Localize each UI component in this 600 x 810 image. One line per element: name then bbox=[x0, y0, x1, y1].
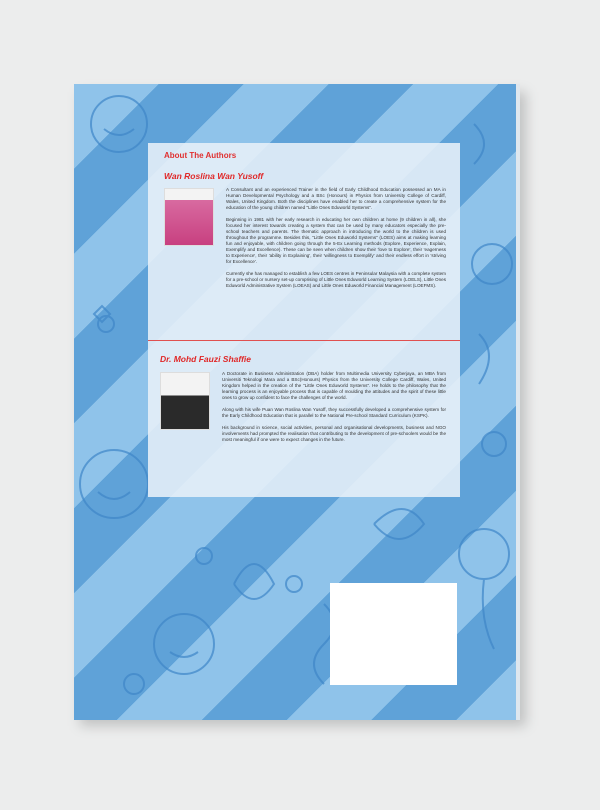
section-heading: About The Authors bbox=[164, 151, 237, 160]
divider bbox=[148, 340, 460, 341]
bio-paragraph: His background in science, social activities, personal and organisational developments, business and NGO involvements had prompted the realisation that contributing to the development of pre-schoolers would be the most meaningful if one were to expect changes in the future. bbox=[222, 425, 446, 442]
bio-paragraph: A Consultant and an experienced Trainer in the field of Early Childhood Education possessed an MA in Human Developmental Psychology and a BSc (Honours) in Physics from University College of Cardiff, Wales, United Kingdom. Both the disciplines have enabled her to create a comprehensive system for the education of the young children named "Little Ones Eduworld Systems". bbox=[226, 187, 446, 210]
bio-paragraph: Beginning in 1981 with her early research in educating her own children at home (9 children in all), she focused her interest towards creating a system that can be used by many educators especially the pre-school teachers and parents. The thematic approach in introducing the world to the children is used throughout the programme. Besides this, "Little Ones Eduworld Systems" (LOES) aims at making learning fun and enjoyable, with children going through the 5-Ex Learning methods (Explore, Experience, Explain, Exemplify and Excellence). These can be seen when children show their 'love to Explore', their 'eagerness to Experience', their 'ability in Explaining', their 'willingness to Exemplify' and their endless effort in 'striving for Excellence'. bbox=[226, 217, 446, 264]
bio-paragraph: Along with his wife Puan Wan Roslina Wan Yusoff, they successfully developed a comprehensive system for the Early Childhood Education that is parallel to the National Pre-school Standard Curriculum (KSPK). bbox=[222, 407, 446, 418]
book-back-cover bbox=[74, 84, 520, 720]
bio-paragraph: Currently she has managed to establish a few LOES centres in Peninsular Malaysia with a complete system for a pre-school or nursery set-up comprising of Little Ones Eduworld Learning System (LOELS), Little Ones Eduworld Administrative System (LOEAS) and Little Ones Eduworld Financial Management (LOEFMS). bbox=[226, 271, 446, 288]
author-bio bbox=[226, 187, 446, 295]
author-photo bbox=[160, 372, 210, 430]
author-name: Wan Roslina Wan Yusoff bbox=[164, 171, 264, 181]
barcode-area bbox=[330, 583, 457, 685]
author-name: Dr. Mohd Fauzi Shaffie bbox=[160, 354, 251, 364]
author-bio bbox=[222, 371, 446, 449]
author-photo bbox=[164, 188, 214, 246]
page-edge bbox=[516, 84, 520, 720]
about-authors-panel bbox=[148, 143, 460, 497]
bio-paragraph: A Doctorate in Business Administration (DBA) holder from Multimedia University Cyberjaya, an MBA from Universiti Teknologi Mara and a BSc(Honours) Physics from the University College Cardiff, Wales, United Kingdom helped in the creation of the "Little Ones Eduworld Systems". He holds to the philosophy that the learning process is an enjoyable process that is capable of moulding the attitudes and the spirit of these little ones to grow up confident to face the challenges of the world. bbox=[222, 371, 446, 400]
